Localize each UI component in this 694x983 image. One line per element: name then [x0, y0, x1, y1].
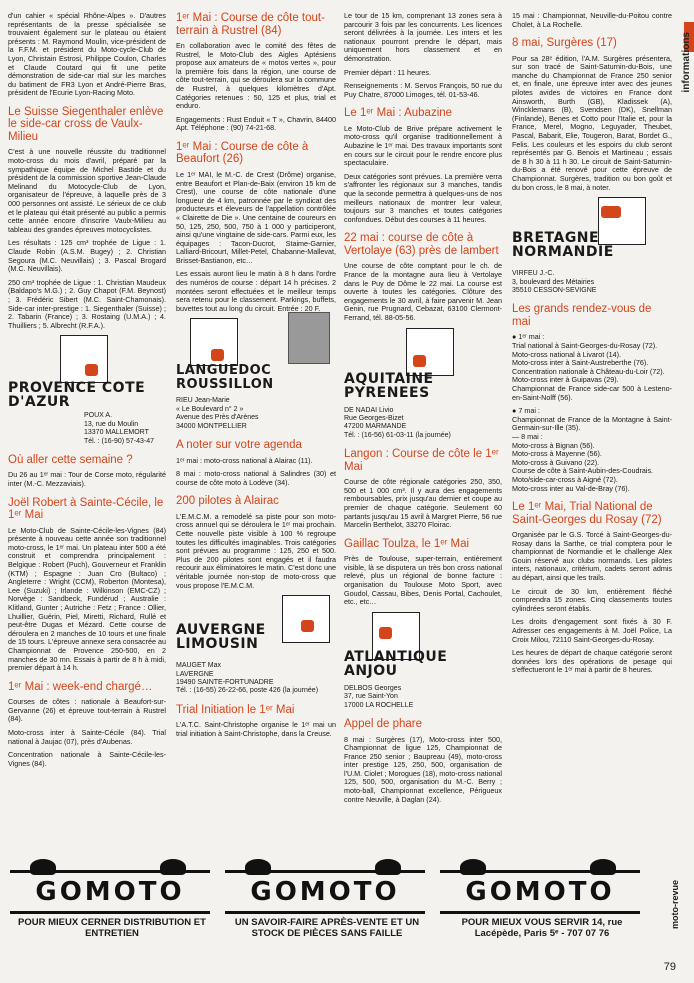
- headline: Le 1ᵉʳ Mai : Aubazine: [344, 107, 453, 120]
- paragraph: Une course de côte comptant pour le ch. de France de la montagne aura lieu à Vertolaye dans le Puy de Dôme le 22 mai. La course est ouverte à toutes les catégories. Clôture des engagements le 30 avril, à faire parvenir M. Jean Genin, rue Prugnard, Cebazat, 63100 Clermont-Ferrand, tél. 88-05-56.: [344, 261, 502, 322]
- region-title: ATLANTIQUE ANJOU: [344, 648, 448, 679]
- address: POUX A. 13, rue du Moulin 13370 MALLEMORT Tél. : (16-90) 57-43-47: [84, 412, 155, 445]
- paragraph: ● 7 mai : Championnat de France de la Montagne à Saint-Germain-sur-Ille (35). — 8 mai : Moto-cross à Bignan (56). Moto-cross à Mayenne (56). Moto-cross à Guivano (22). Course de côte à Saint-Aubin-des-Coudrais. Moto/side-car-cross à Aigné (72). Moto-cross inter au Val-de-Bray (76).: [512, 406, 672, 493]
- column-4: [512, 12, 672, 680]
- paragraph: 8 mai : moto-cross national à Salindres (30) et course de côte moto à Lodève (34).: [176, 469, 336, 487]
- map-icon: [282, 595, 330, 643]
- map-icon: [190, 318, 238, 366]
- headline: Gaillac Toulza, le 1ᵉʳ Mai: [344, 537, 470, 550]
- motorcycle-icon: [30, 859, 56, 875]
- page-number: 79: [663, 961, 676, 973]
- paragraph: 1ᵉʳ mai : moto-cross national à Alairac (11).: [176, 455, 313, 465]
- address: RIEU Jean-Marie « Le Boulevard n° 2 » Avenue des Près d'Arènes 34000 MONTPELLIER: [176, 397, 259, 430]
- address: VIRFEU J.-C. 3, boulevard des Métairies 35510 CESSON-SEVIGNE: [512, 270, 597, 294]
- map-icon: [406, 328, 454, 376]
- headline: A noter sur votre agenda: [176, 439, 302, 452]
- paragraph: En collaboration avec le comité des fêtes de Rustrel, le Moto-Club des Aigles Aptésiens propose aux amateurs de « motos vertes », pour la première fois dans la région, une course de côte tout-terrain, qui se déroulera sur la commune de Rustrel, à quelques kilomètres d'Apt. Catégories retenues : 50, 125 et plus, trial et enduro.: [176, 41, 336, 111]
- headline: Appel de phare: [344, 718, 423, 730]
- paragraph: L'E.M.C.M. a remodelé sa piste pour son moto-cross annuel qui se déroulera le 1ᵉʳ mai prochain. Cette nouvelle piste visible à 100 % regroupe toutes les difficultés imaginables. Trois catégories sont prévues au programme : 125, 250 et 500. Plus de 200 pilotes sont engagés et il faudra recourir aux éliminatoires le matin. C'est donc une véritable journée non-stop de moto-cross que vous propose l'E.M.C.M.: [176, 511, 336, 590]
- region-block-aquitaine: [344, 328, 502, 404]
- portrait-photo: [288, 312, 330, 364]
- paragraph: Engagements : Rust Enduit « T », Chavrin, 84400 Apt. Téléphone : (90) 74-21-68.: [176, 114, 336, 133]
- motorcycle-icon: [375, 859, 401, 875]
- paragraph: Les droits d'engagement sont fixés à 30 F. Adresser ces engagements à M. Joël Police, La Croix Milou, 72110 Saint-Georges-du-Rosay.: [512, 617, 672, 644]
- gomoto-logo: [440, 870, 640, 914]
- headline: Où aller cette semaine ?: [8, 453, 133, 466]
- paragraph: Renseignements : M. Servos François, 50 rue du Puy Chatre, 87000 Limoges, tél. 01-53-46.: [344, 81, 502, 99]
- paragraph: Le Moto-Club de Brive prépare activement le moto-cross qu'il organise traditionnellement à Aubazine le 1ᵉʳ mai. Des travaux importants sont en cours sur le circuit pour le rendre encore plus spectaculaire.: [344, 123, 502, 168]
- headline: Le Suisse Siegenthaler enlève le side-car cross de Vaulx-Milieu: [8, 105, 164, 143]
- headline: 1ᵉʳ Mai : week-end chargé…: [8, 680, 153, 693]
- paragraph: d'un cahier « spécial Rhône-Alpes ». D'autres représentants de la presse spécialisée se trouvaient également sur le plateau ou étaient présents : M. Raymond Moulin, vice-président de la F.F.M. et président du Moto-cycle-Club de Lyon, Christain Estrosi, Philippe Coulon, Charles et Claude Coutard qui fit une petite démonstration de side-car rtial sur les marches du batiment de FR3 Lyon et André-Pierre Bras, président de l'Ecurie Lyon-Racing Moto.: [8, 11, 166, 98]
- paragraph: Les heures de départ de chaque catégorie seront données lors des opérations de pesage qui s'effectueront le 1ᵉʳ mai à partir de 8 heures.: [512, 648, 672, 675]
- headline: 1ᵉʳ Mai : Course de côte tout-terrain à Rustrel (84): [176, 12, 325, 37]
- headline: Les grands rendez-vous de mai: [512, 303, 652, 328]
- column-3: [344, 12, 502, 809]
- motorcycle-icon: [160, 859, 186, 875]
- advertisement: [223, 856, 431, 956]
- map-icon: [60, 335, 108, 383]
- paragraph: Premier départ : 11 heures.: [344, 67, 431, 77]
- motorcycle-icon: [590, 859, 616, 875]
- region-title: AUVERGNE LIMOUSIN: [176, 622, 266, 653]
- region-title: LANGUEDOC ROUSSILLON: [176, 363, 274, 393]
- motorcycle-icon: [245, 859, 271, 875]
- paragraph: Deux catégories sont prévues. La première verra s'affronter les régionaux sur 3 manches, tandis que la seconde permettra à quelques-uns de nos meilleurs nationaux de montrer leur valeur, toujours sur 3 manches et toutes catégories confondues. Début des courses à 11 heures.: [344, 171, 502, 224]
- paragraph: Les essais auront lieu le matin à 8 h dans l'ordre des numéros de course : départ 14 h précises. 2 montées seront effectuées et le meilleur temps sera retenu pour le classement. Parkings, buffets, buvettes tout au long du circuit. Entrée : 20 F.: [176, 269, 336, 313]
- paragraph: Du 26 au 1ᵉʳ mai : Tour de Corse moto, régularité inter (M.-C. Mezzaviais).: [8, 470, 166, 489]
- region-block-bretagne: [512, 197, 672, 267]
- ad-text: POUR MIEUX CERNER DISTRIBUTION ET ENTRETIEN: [18, 917, 206, 939]
- paragraph: Concentration nationale à Sainte-Cécile-les-Vignes (84).: [8, 750, 166, 768]
- headline: 8 mai, Surgères (17): [512, 37, 617, 50]
- magazine-name: moto-revue: [670, 880, 680, 930]
- paragraph: Le 1ᵉʳ MAI, le M.-C. de Crest (Drôme) organise, entre Beaufort et Plan-de-Baix (environ 15 km de Crest), une course de côte nationale d'une longueur de 4 km, patronnée par le syndicat des producteurs et éleveurs de l'appellation contrôlée « Clairette de Die ». Une centaine de coureurs en 50, 125, 250, 500, 750 à 1 000 y participeront, ainsi qu'une vingtaine de side-cars. Parmi eux, les équipages : Tacon-Ducrot, Staime-Garnier, Lalliard-Bricourt, Millet-Petel, Chabanne-Mallevat, Brisset-Bastianon, etc…: [176, 169, 336, 265]
- section-tab: [678, 22, 694, 132]
- column-2: [176, 12, 336, 744]
- paragraph: Pour sa 28ᵉ édition, l'A.M. Surgères présentera, sur son tracé de Saint-Saturnin-du-Bois, une manche du Championnat de France 250 senior et, en finale, une épreuve inter avec des jeunes pilotes avides de victoires en France dont Ainsworth, Burth (GB), Kladissek (A), Wincklemans (B), Svendsen (DK), Snellman (Finlande), Benes et Cotto pour l'Italie et, pour la France, Merel, Mogno, Leguyader, Theubet, Pascal, Babarit, Elie, Tougeron, Barat, Bordet G., Felis. Les couleurs et les espoirs du club seront représentés par G. Benois et Martineau ; essais de 8 h 30 à 11 h 30. Le circuit de Saint-Saturnin-du-Bois a été renové pour cette épreuve de Championnat. Surgères, tradition ou bon goût et du bon cross, le 8 mai, à noter.: [512, 53, 672, 192]
- brand-name: GOMOTO: [250, 877, 400, 907]
- paragraph: 15 mai : Championnat, Neuville-du-Poitou contre Cholet, à La Rochelle.: [512, 11, 672, 29]
- paragraph: ● 1ᵉʳ mai : Trial national à Saint-Georges-du-Rosay (72). Moto-cross national à Livarot (14). Moto-cross inter à Saint-Austreberthe (76). Concentration nationale à Château-du-Loir (72). Moto-cross inter à Guipavas (29). Championnat de France side-car 500 à Lesteno-en-Saint-Nolff (56).: [512, 332, 672, 402]
- gomoto-logo: [10, 870, 210, 914]
- paragraph: 8 mai : Surgères (17), Moto-cross inter 500, Championnat de ligue 125, Championnat de France 250 senior ; Baupreau (49), moto-cross inter prestige 125, 250, 500, organisation de l'U.M. Ciolet ; Morogues (18), moto-cross national 125, 500, 500, organisation du M.-C. Berry ; moto-ball, Championnat excellence, Périgueux contre Neuville, à Daglan (24).: [344, 734, 502, 804]
- brand-name: GOMOTO: [35, 877, 185, 907]
- advertisement: [8, 856, 216, 956]
- paragraph: Organisée par le G.S. Torcé à Saint-Georges-du-Rosay dans la Sarthe, ce trial comptera pour le championnat de Normandie et le challenge Alex Gouin réservé aux clubs normands. Les pilotes inters, nationaux, critérium, cadets seront admis au départ, ainsi que les trails.: [512, 530, 672, 583]
- paragraph: Le Moto-Club de Sainte-Cécile-les-Vignes (84) présente à nouveau cette année son traditionnel moto-cross, le 1ᵉʳ mai. Un plateau inter 500 a été construit et comprendra principalement : Belgique : Robert (Puch), Gouverneur et Franklin (KTM) ; Espagne : Juan Cro (Bultaco) ; Angleterre : Wright (CCM), Roberton (Montesa), Lee (Suzuki) ; Irlande : Wilkinson (EMC-CZ) ; Norvège : Sandbeck, Fundérud ; Australie : Klitland, Gunter ; Autriche : Fetz ; France : Ollier, Lhuillier, Guérin, Piel, Miretti, Richard, Rullé et peut-être Dugas et Mézard. Cette course de déroulera en 2 manches de 10 tours et une finale de 15 tours. L'épreuve annexe sera consacrée au Championnat de Provence 250-500, en 2 manches de 30 mn. Essais à partir de 8 h à midi, premier départ à 14 h.: [8, 525, 167, 673]
- paragraph: Course de côte régionale catégories 250, 350, 500 et 1 000 cm³. Il y aura des engagements remboursables, prix jusqu'au dernier et coupe au premier de chaque catégorie. Seulement 60 partants jusqu'au 15 avril à Margret Pierre, 56 rue Marcelin Berthelot, 33270 Floirac.: [344, 477, 502, 530]
- address: DELBOS Georges 37, rue Saint-Yon 17000 LA ROCHELLE: [344, 684, 414, 709]
- column-1: [8, 12, 166, 773]
- region-title: AQUITAINE PYRENEES: [344, 370, 434, 401]
- headline: 1ᵉʳ Mai : Course de côte à Beaufort (26): [176, 140, 309, 166]
- paragraph: Moto-cross inter à Sainte-Cécile (84). Trial national à Jaujac (07), près d'Aubenas.: [8, 728, 166, 746]
- headline: Le 1ᵉʳ Mai, Trial National de Saint-Georges du Rosay (72): [512, 501, 662, 526]
- address: DE NADAI Livio Rue Georges-Bizet 47200 MARMANDE Tél. : (16-56) 61-03-11 (la journée): [344, 406, 451, 439]
- region-block-atlantique: [344, 612, 502, 682]
- headline: 200 pilotes à Alairac: [176, 495, 279, 508]
- ad-text: UN SAVOIR-FAIRE APRÈS-VENTE ET UN STOCK DE PIÈCES SANS FAILLE: [234, 917, 420, 939]
- advertisement: [438, 856, 646, 956]
- region-block-languedoc: [176, 318, 336, 394]
- ad-text: POUR MIEUX VOUS SERVIR 14, rue Lacépède, Paris 5ᵉ - 707 07 76: [461, 917, 623, 939]
- motorcycle-icon: [460, 859, 486, 875]
- region-block-provence: [8, 335, 166, 409]
- paragraph: Le circuit de 30 km, entièrement fléché comprendra 15 zones. Cinq classements toutes cylindrées seront établis.: [512, 586, 672, 613]
- paragraph: Les résultats : 125 cm³ trophée de Ligue : 1. Claude Robin (A.S.M. Bugey) ; 2. Christian Segoura (M.C. Neuvillais) ; 3. Pascal Brogard (M.C. Neuvillais).: [8, 238, 166, 274]
- brand-name: GOMOTO: [465, 877, 615, 907]
- paragraph: Courses de côtes : nationale à Beaufort-sur-Gervanne (26) et épreuve tout-terrain à Rustrel (84).: [8, 697, 166, 724]
- headline: Langon : Course de côte le 1ᵉʳ Mai: [344, 448, 499, 473]
- paragraph: L'A.T.C. Saint-Christophe organise le 1ᵉʳ mai un trial initiation à Saint-Christophe, dans la Creuse.: [176, 720, 336, 738]
- region-block-auvergne: [176, 595, 336, 659]
- ads-strip: [8, 856, 648, 956]
- paragraph: 250 cm³ trophée de Ligue : 1. Christian Maudeux (Baldapo's M.G.) ; 2. Guy Chapot (F.M. Beynost) ; 3. Frédéric Sibert (M.C. Saint-Chamonais). Side-car inter-prestige : 1. Siegenthaler (Suisse) ; 2. Tabarin (France) ; 3. Rostaing (U.M.A.) ; 4. Thuilliers ; 5. Albrecht (R.F.A.).: [8, 277, 166, 330]
- paragraph: Le tour de 15 km, comprenant 13 zones sera à parcourir 3 fois par les concurrents. Les licences seront délivrées à la journée. Les inters et les nationaux pourront prendre le départ, mais uniquement hors classement et en démonstration.: [344, 11, 502, 63]
- region-title: PROVENCE COTE D'AZUR: [8, 380, 146, 411]
- headline: Trial Initiation le 1ᵉʳ Mai: [176, 703, 295, 716]
- headline: 22 mai : course de côte à Vertolaye (63) près de lambert: [344, 232, 499, 257]
- section-label: informations: [681, 32, 692, 93]
- region-title: BRETAGNE NORMANDIE: [512, 230, 614, 261]
- address: MAUGET Max LAVERGNE 19490 SAINTE-FORTUNADRE Tél. : (16-55) 26-22-66, poste 426 (la journée): [176, 662, 319, 695]
- headline: Joël Robert à Sainte-Cécile, le 1ᵉʳ Mai: [8, 496, 164, 522]
- paragraph: Près de Toulouse, super-terrain, entièrement visible, là se disputera un très bon cross national relevé, plus un régional de bonne facture : organisation du Toulouse Moto Sport, avec Goudol, Cassau, Bibes, Denis Portal, Cachoulet, etc., etc…: [344, 554, 502, 607]
- paragraph: C'est à une nouvelle réussite du traditionnel moto-cross du mois d'avril, préparé par la sympathique équipe de Michel Bastide et du président de la commission sportive Jean-Claude Melinand du Motocycle-Club de Lyon, organisateur de l'épreuve, à laquelle près de 3 000 personnes ont assisté. Le sérieux de ce club et le plateau qui était présenté au public a permis cette année encore d'inscrire Vaulx-Milieu au tableau des grandes épreuves motocyclistes.: [8, 147, 166, 234]
- gomoto-logo: [225, 870, 425, 914]
